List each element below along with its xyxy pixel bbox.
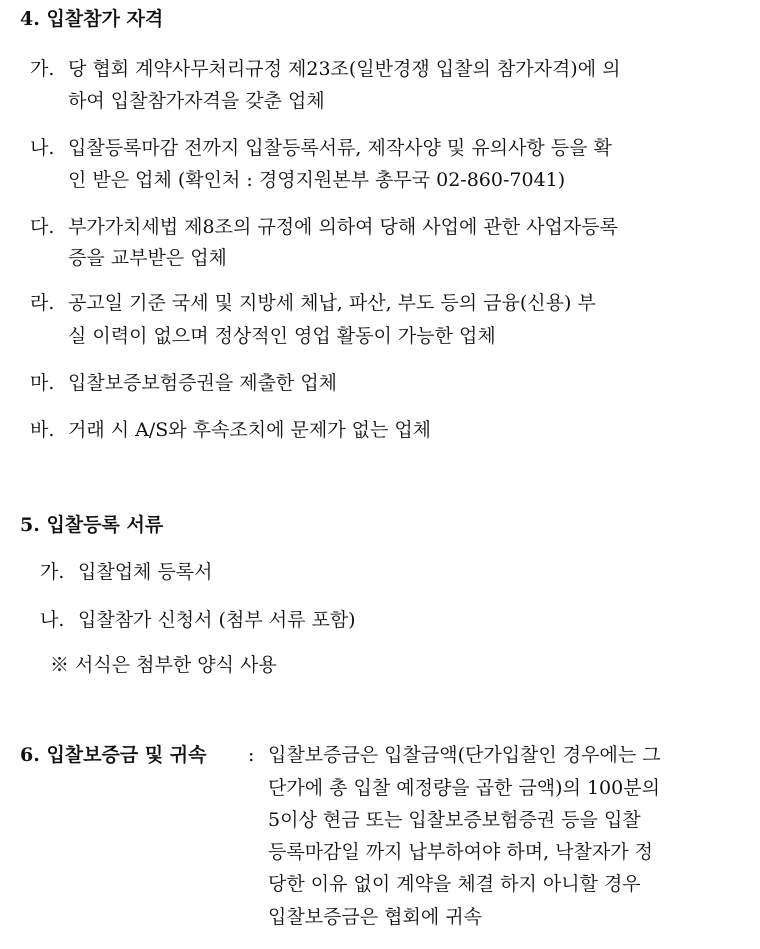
body-line: 입찰보증금은 협회에 귀속 [268,906,482,928]
item-text: 입찰보증보험증권을 제출한 업체 [68,372,338,394]
section-4-title: 4. 입찰참가 자격 [20,8,164,30]
note-text: ※ 서식은 첨부한 양식 사용 [50,654,277,676]
body-line: 당한 이유 없이 계약을 체결 하지 아니할 경우 [268,873,641,895]
item-text: 거래 시 A/S와 후속조치에 문제가 없는 업체 [68,419,432,441]
body-line: 입찰보증금은 입찰금액(단가입찰인 경우에는 그 [268,744,661,766]
item-label: 나. [30,137,55,159]
item-label: 바. [30,419,55,441]
item-label: 가. [40,561,65,583]
item-text: 증을 교부받은 업체 [68,247,227,269]
item-text: 하여 입찰참가자격을 갖춘 업체 [68,90,325,112]
item-text: 입찰업체 등록서 [78,561,213,583]
item-text: 인 받은 업체 (확인처 : 경영지원본부 총무국 02-860-7041) [68,169,566,191]
body-line: 단가에 총 입찰 예정량을 곱한 금액)의 100분의 [268,777,660,799]
item-label: 다. [30,216,55,238]
item-text: 입찰등록마감 전까지 입찰등록서류, 제작사양 및 유의사항 등을 확 [68,137,612,159]
item-label: 라. [30,292,55,314]
body-line: 등록마감일 까지 납부하여야 하며, 낙찰자가 정 [268,841,653,863]
section-6-title: 6. 입찰보증금 및 귀속 [20,744,207,766]
item-label: 나. [40,609,65,631]
body-line: 5이상 현금 또는 입찰보증보험증권 등을 입찰 [268,809,641,831]
item-text: 공고일 기준 국세 및 지방세 체납, 파산, 부도 등의 금융(신용) 부 [68,292,596,314]
item-label: 마. [30,372,55,394]
item-label: 가. [30,58,55,80]
item-text: 실 이력이 없으며 정상적인 영업 활동이 가능한 업체 [68,325,496,347]
colon: : [248,744,255,766]
item-text: 부가가치세법 제8조의 규정에 의하여 당해 사업에 관한 사업자등록 [68,216,618,238]
item-text: 입찰참가 신청서 (첨부 서류 포함) [78,609,356,631]
item-text: 당 협회 계약사무처리규정 제23조(일반경쟁 입찰의 참가자격)에 의 [68,58,621,80]
section-5-title: 5. 입찰등록 서류 [20,514,164,536]
